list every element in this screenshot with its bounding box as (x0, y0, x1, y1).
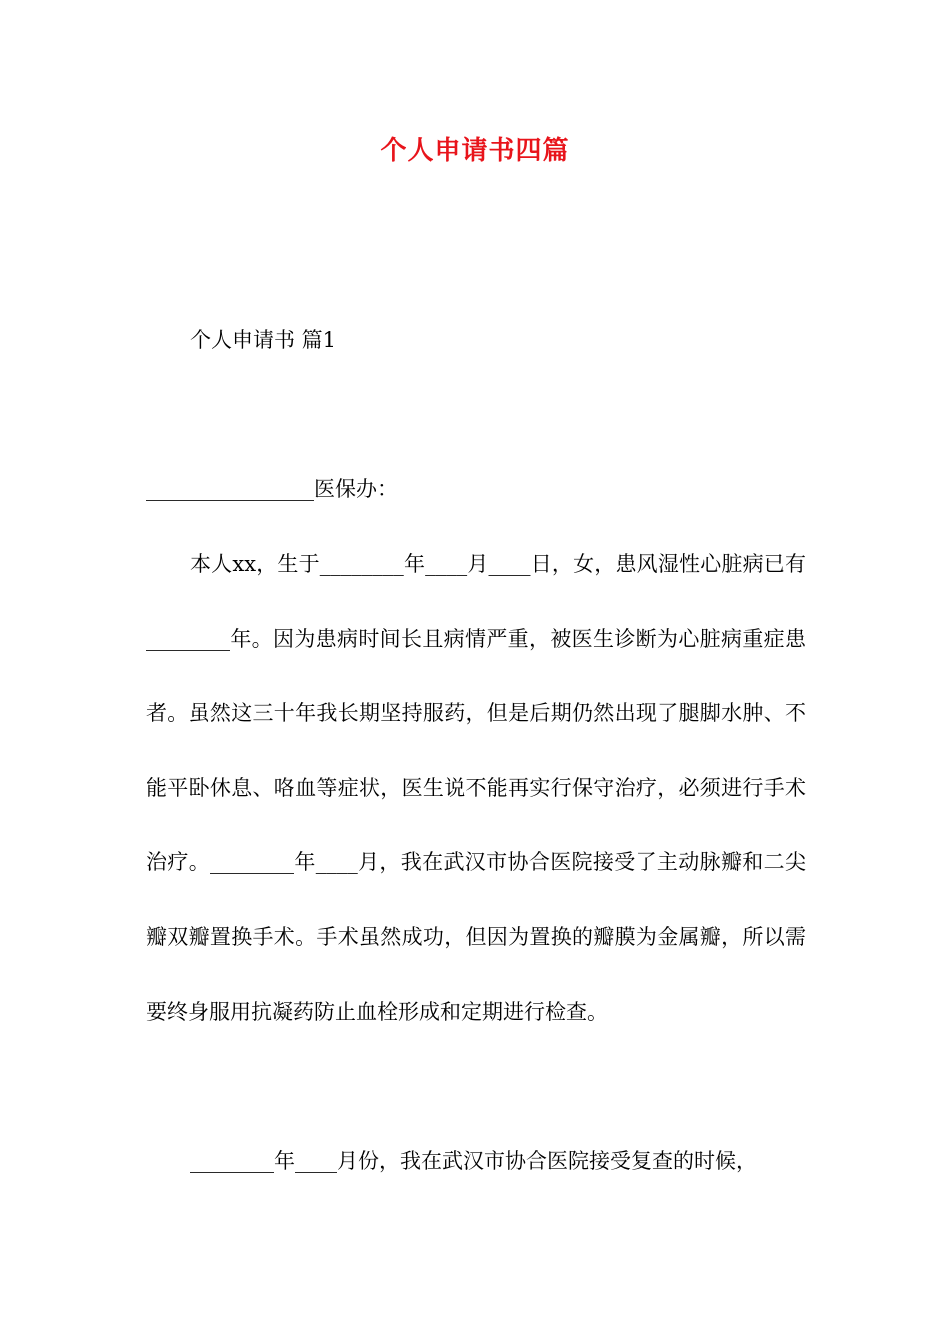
section-heading: 个人申请书 篇1 (190, 328, 337, 352)
body-paragraph-1: 本人xx，生于________年____月____日，女，患风湿性心脏病已有________年。因为患病时间长且病情严重，被医生诊断为心脏病重症患者。虽然这三十年我长期坚持服药，但是后期仍然出现了腿脚水肿、不能平卧休息、咯血等症状，医生说不能再实行保守治疗，必须进行手术治疗。________年____月，我在武汉市协合医院接受了主动脉瓣和二尖瓣双瓣置换手术。手术虽然成功，但因为置换的瓣膜为金属瓣，所以需要终身服用抗凝药防止血栓形成和定期进行检查。 (146, 552, 806, 1024)
salutation: ________________医保办： (146, 477, 398, 501)
document-title: 个人申请书四篇 (380, 136, 570, 166)
body-paragraph-2: ________年____月份，我在武汉市协合医院接受复查的时候， (190, 1149, 757, 1173)
